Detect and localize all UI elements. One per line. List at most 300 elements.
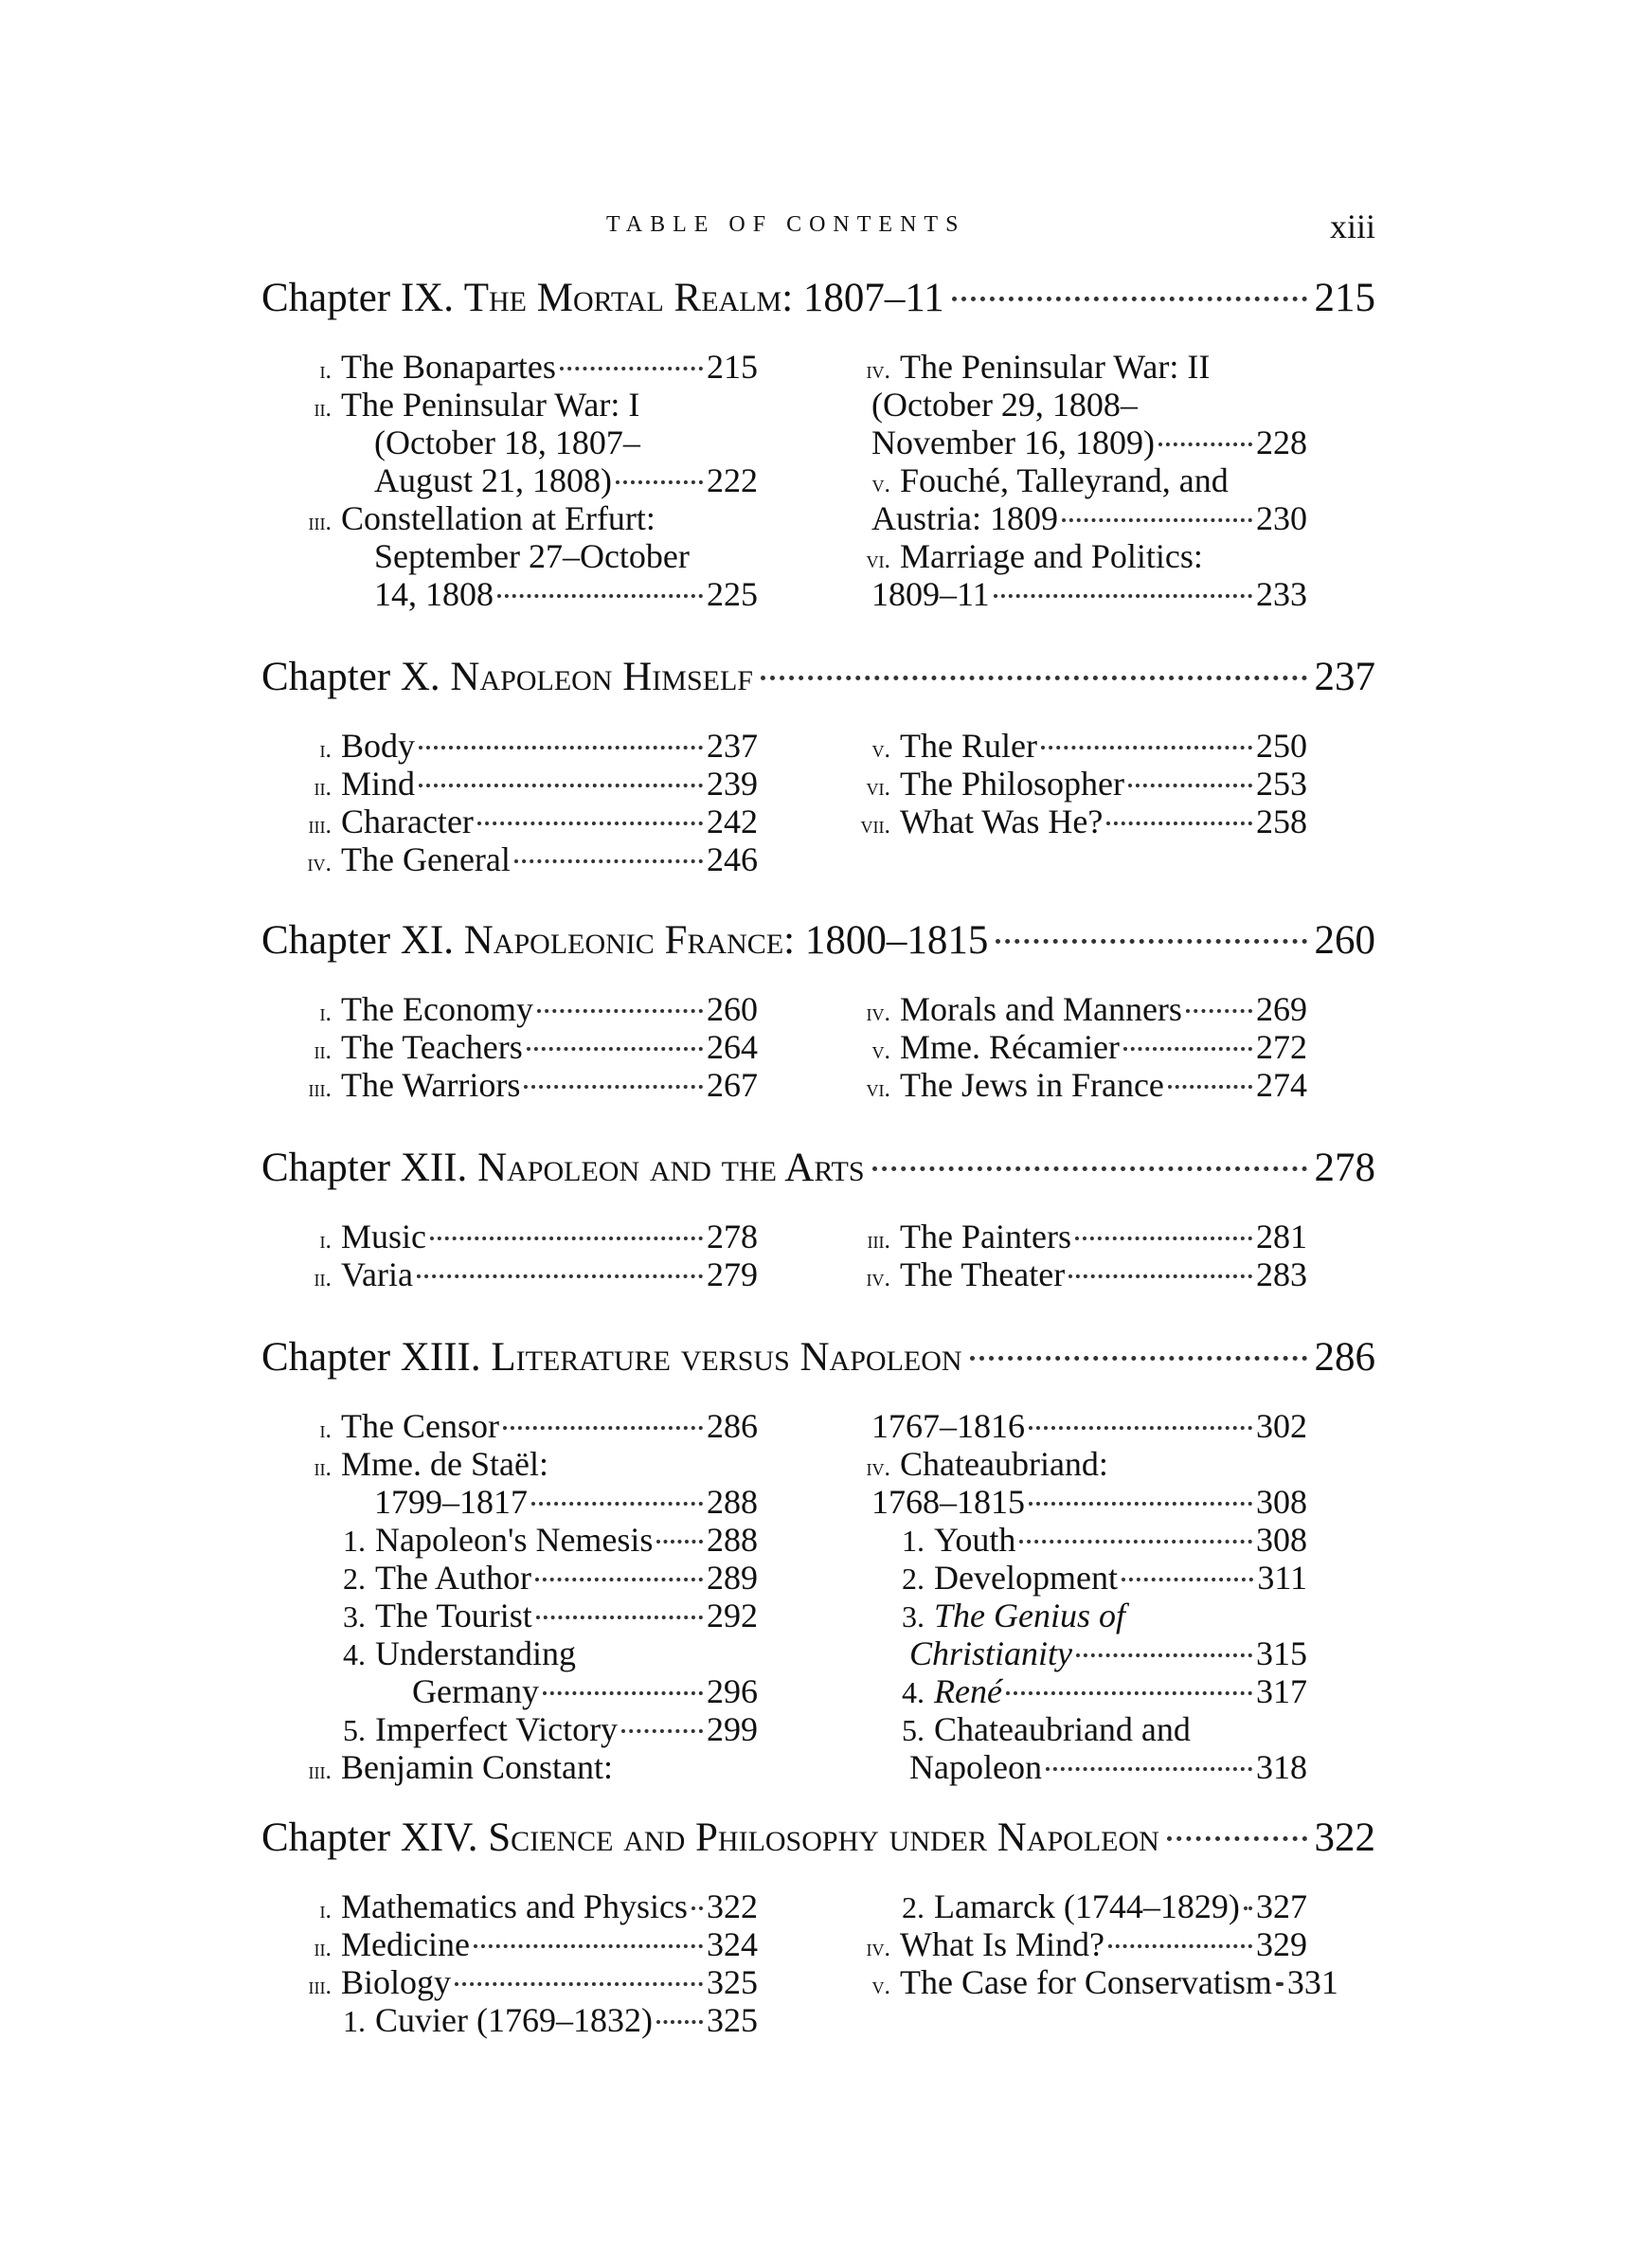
toc-entry — [834, 423, 1307, 460]
toc-entry — [834, 385, 1307, 423]
running-header — [0, 207, 1652, 250]
toc-entry — [834, 1671, 1307, 1709]
chapter-page: 322 — [1314, 1815, 1375, 1860]
dot-leader — [1108, 1944, 1252, 1948]
entry-title: The General — [341, 840, 511, 878]
entry-page: 331 — [1286, 1963, 1338, 2001]
toc-entry — [275, 536, 758, 574]
entry-page: 278 — [707, 1218, 758, 1255]
dot-leader — [761, 676, 1307, 680]
entry-page: 253 — [1256, 765, 1307, 803]
dot-leader — [1122, 1578, 1253, 1581]
dot-leader — [531, 1502, 703, 1506]
chapter-label: Chapter XI. — [261, 918, 464, 963]
dot-leader — [1029, 1502, 1252, 1506]
entry-title: The Tourist — [375, 1597, 532, 1634]
dot-leader — [1276, 1982, 1284, 1986]
entry-number: ii. — [314, 1264, 332, 1291]
entry-number: v. — [871, 470, 890, 497]
dot-leader — [1041, 746, 1252, 749]
dot-leader — [1128, 784, 1252, 787]
dot-leader — [994, 594, 1252, 598]
entry-title: Understanding — [375, 1634, 576, 1672]
entry-page: 239 — [707, 765, 758, 803]
toc-entry — [275, 2000, 758, 2038]
toc-entry — [275, 1027, 758, 1065]
entry-number: iv. — [866, 356, 890, 384]
entry-title: 1767–1816 — [871, 1407, 1025, 1445]
toc-entry — [834, 1747, 1307, 1785]
dot-leader — [537, 1009, 703, 1013]
entry-page: 329 — [1256, 1925, 1307, 1963]
chapter-title: Science and Philosophy under Napoleon — [488, 1815, 1159, 1860]
toc-entry — [834, 498, 1307, 536]
entry-title: Lamarck (1744–1829) — [934, 1887, 1240, 1925]
entry-title: September 27–October — [374, 537, 690, 575]
entry-page: 311 — [1257, 1559, 1307, 1597]
entry-title: Cuvier (1769–1832) — [375, 2001, 653, 2039]
toc-entry — [834, 1634, 1307, 1671]
dot-leader — [527, 1047, 703, 1051]
entry-title: The Economy — [341, 990, 533, 1028]
entry-number: 1. — [343, 1524, 366, 1558]
chapter-heading — [261, 1815, 1375, 1873]
toc-entry — [275, 385, 758, 423]
entry-page: 215 — [707, 348, 758, 386]
entry-title: August 21, 1808) — [374, 461, 612, 499]
entry-page: 230 — [1256, 499, 1307, 537]
dot-leader — [1029, 1426, 1252, 1430]
dot-leader — [1106, 822, 1252, 825]
toc-entry — [834, 1558, 1307, 1596]
section-columns — [261, 1406, 1375, 1785]
toc-entry — [275, 1709, 758, 1747]
entry-number: vii. — [860, 811, 890, 839]
chapter-label: Chapter X. — [261, 655, 451, 699]
chapter-block — [261, 1334, 1375, 1785]
toc-entry — [275, 1558, 758, 1596]
section-column-right — [834, 1406, 1307, 1785]
toc-entry — [275, 1217, 758, 1255]
entry-page: 299 — [707, 1710, 758, 1748]
entry-number: v. — [871, 735, 890, 763]
entry-page: 322 — [707, 1887, 758, 1925]
entry-title: The Author — [375, 1559, 531, 1597]
section-columns — [261, 1887, 1375, 2038]
toc-entry — [275, 1962, 758, 2000]
entry-title: The Warriors — [341, 1066, 521, 1104]
page-number: xiii — [1330, 208, 1376, 245]
entry-title: Constellation at Erfurt: — [341, 499, 655, 537]
section-column-left — [275, 726, 758, 877]
chapter-page: 278 — [1314, 1146, 1375, 1190]
chapter-heading — [261, 1145, 1375, 1203]
toc-entry — [275, 726, 758, 764]
entry-number: v. — [871, 1972, 890, 1999]
toc-entry — [275, 989, 758, 1027]
dot-leader — [503, 1426, 703, 1430]
entry-number: 1. — [902, 1524, 925, 1558]
running-title: TABLE OF CONTENTS — [606, 212, 966, 237]
dot-leader — [1062, 518, 1252, 522]
toc-entry — [834, 1065, 1307, 1103]
toc-entry — [275, 498, 758, 536]
entry-number: 3. — [343, 1599, 366, 1634]
entry-title: The Painters — [900, 1218, 1071, 1255]
entry-number: iii. — [308, 811, 332, 839]
chapter-heading — [261, 1334, 1375, 1393]
toc-entry — [834, 764, 1307, 802]
section-column-right — [834, 347, 1307, 612]
entry-title: The Bonapartes — [341, 348, 556, 386]
entry-page: 267 — [707, 1066, 758, 1104]
chapter-heading — [261, 917, 1375, 976]
chapter-block — [261, 275, 1375, 612]
dot-leader — [1006, 1691, 1252, 1695]
entry-title: Morals and Manners — [900, 990, 1182, 1028]
toc-entry — [275, 1747, 758, 1785]
toc-entry — [275, 460, 758, 498]
section-column-left — [275, 1217, 758, 1292]
toc-entry — [834, 1027, 1307, 1065]
toc-entry — [275, 423, 758, 460]
section-column-left — [275, 347, 758, 612]
toc-entry — [834, 1520, 1307, 1558]
chapter-dates: 1800–1815 — [795, 918, 989, 963]
dot-leader — [616, 480, 703, 484]
dot-leader — [455, 1982, 703, 1986]
dot-leader — [970, 1356, 1307, 1361]
chapter-page: 215 — [1314, 276, 1375, 320]
entry-title: Austria: 1809 — [871, 499, 1058, 537]
toc-entry — [834, 347, 1307, 385]
entry-number: 2. — [902, 1890, 925, 1924]
dot-leader — [1244, 1906, 1252, 1910]
entry-page: 274 — [1256, 1066, 1307, 1104]
entry-page: 318 — [1256, 1748, 1307, 1786]
entry-number: iii. — [308, 508, 332, 535]
entry-title: Mathematics and Physics — [341, 1887, 688, 1925]
toc-entry — [275, 1255, 758, 1292]
toc-entry — [275, 1887, 758, 1924]
entry-number: 1. — [343, 2004, 366, 2038]
entry-title: Napoleon — [909, 1748, 1042, 1786]
dot-leader — [543, 1691, 703, 1695]
toc-entry — [834, 1924, 1307, 1962]
entry-title: Marriage and Politics: — [900, 537, 1203, 575]
dot-leader — [952, 297, 1307, 301]
entry-number: iv. — [307, 849, 332, 876]
dot-leader — [1075, 1237, 1252, 1240]
dot-leader — [536, 1616, 703, 1619]
entry-title: The Genius of — [934, 1597, 1125, 1634]
chapter-block — [261, 1815, 1375, 2038]
dot-leader — [560, 367, 703, 370]
chapter-page: 237 — [1314, 655, 1375, 699]
entry-title: The Jews in France — [900, 1066, 1164, 1104]
chapter-label: Chapter IX. — [261, 276, 464, 320]
toc-entry — [275, 1634, 758, 1671]
toc-entry — [275, 764, 758, 802]
section-column-left — [275, 989, 758, 1103]
entry-number: ii. — [314, 773, 332, 801]
entry-page: 246 — [707, 840, 758, 878]
chapter-label: Chapter XII. — [261, 1146, 478, 1190]
entry-number: 4. — [343, 1637, 366, 1671]
entry-page: 286 — [707, 1407, 758, 1445]
entry-page: 325 — [707, 2001, 758, 2039]
section-columns — [261, 1217, 1375, 1292]
entry-number: 5. — [902, 1713, 925, 1747]
chapter-page: 260 — [1314, 918, 1375, 963]
toc-entry — [834, 536, 1307, 574]
chapter-page: 286 — [1314, 1335, 1375, 1380]
entry-page: 325 — [707, 1963, 758, 2001]
entry-title: The Peninsular War: II — [900, 348, 1211, 386]
entry-number: ii. — [314, 1454, 332, 1481]
dot-leader — [1019, 1540, 1252, 1544]
entry-title: Mind — [341, 765, 416, 803]
entry-title: Christianity — [909, 1634, 1073, 1672]
dot-leader — [1068, 1274, 1252, 1278]
entry-number: iii. — [867, 1226, 890, 1254]
entry-page: 308 — [1256, 1521, 1307, 1559]
entry-title: Napoleon's Nemesis — [375, 1521, 654, 1559]
entry-title: November 16, 1809) — [871, 424, 1155, 461]
toc-entry — [834, 1887, 1307, 1924]
entry-page: 269 — [1256, 990, 1307, 1028]
section-columns — [261, 726, 1375, 877]
entry-page: 315 — [1256, 1634, 1307, 1672]
toc-entry — [275, 1444, 758, 1482]
chapter-title: Napoleon and the Arts — [477, 1146, 865, 1190]
section-column-right — [834, 726, 1307, 840]
entry-page: 296 — [707, 1672, 758, 1710]
entry-title: Development — [934, 1559, 1118, 1597]
entry-page: 222 — [707, 461, 758, 499]
entry-page: 289 — [707, 1559, 758, 1597]
chapter-heading — [261, 654, 1375, 713]
entry-page: 302 — [1256, 1407, 1307, 1445]
dot-leader — [1167, 1836, 1307, 1841]
chapter-title: Napoleonic France: — [463, 918, 796, 963]
toc-entry — [834, 1482, 1307, 1520]
toc-entry — [275, 802, 758, 840]
entry-number: iv. — [866, 1264, 890, 1291]
entry-number: i. — [319, 1896, 332, 1923]
entry-number: 2. — [343, 1562, 366, 1596]
entry-number: i. — [319, 1226, 332, 1254]
entry-title: Imperfect Victory — [375, 1710, 619, 1748]
entry-number: ii. — [314, 1037, 332, 1064]
toc-entry — [275, 1065, 758, 1103]
chapter-block — [261, 1145, 1375, 1292]
toc-entry — [834, 1444, 1307, 1482]
entry-number: ii. — [314, 394, 332, 422]
toc-entry — [275, 1482, 758, 1520]
dot-leader — [1158, 442, 1252, 446]
entry-page: 233 — [1256, 575, 1307, 613]
entry-page: 292 — [707, 1597, 758, 1634]
chapter-dates: 1807–11 — [793, 276, 944, 320]
toc-entry — [275, 1671, 758, 1709]
section-column-right — [834, 1887, 1338, 2001]
entry-number: iv. — [866, 1934, 890, 1961]
dot-leader — [621, 1729, 703, 1733]
dot-leader — [497, 594, 703, 598]
entry-number: i. — [319, 1416, 332, 1443]
toc-entry — [834, 1596, 1307, 1634]
dot-leader — [1046, 1767, 1252, 1771]
dot-leader — [514, 859, 703, 863]
dot-leader — [430, 1237, 703, 1240]
entry-title: Chateaubriand: — [900, 1445, 1108, 1483]
dot-leader — [1186, 1009, 1252, 1013]
section-column-left — [275, 1406, 758, 1785]
entry-page: 237 — [707, 727, 758, 765]
entry-number: vi. — [866, 546, 890, 573]
entry-number: 5. — [343, 1713, 366, 1747]
dot-leader — [419, 784, 703, 787]
entry-number: 4. — [902, 1675, 925, 1709]
toc-entry — [275, 574, 758, 612]
dot-leader — [691, 1906, 703, 1910]
entry-title: Mme. Récamier — [900, 1028, 1120, 1066]
entry-number: iii. — [308, 1074, 332, 1102]
entry-title: Benjamin Constant: — [341, 1748, 613, 1786]
entry-page: 288 — [707, 1521, 758, 1559]
chapter-title: Napoleon Himself — [450, 655, 753, 699]
chapter-block — [261, 917, 1375, 1103]
section-columns — [261, 347, 1375, 612]
dot-leader — [1168, 1085, 1252, 1089]
entry-title: What Was He? — [900, 803, 1104, 840]
entry-number: v. — [871, 1037, 890, 1064]
entry-number: iv. — [866, 1454, 890, 1481]
toc-entry — [834, 726, 1307, 764]
entry-title: 1799–1817 — [374, 1483, 528, 1521]
entry-page: 260 — [707, 990, 758, 1028]
entry-title: Medicine — [341, 1925, 470, 1963]
toc-entry — [834, 1962, 1338, 2001]
toc-entry — [275, 347, 758, 385]
entry-page: 283 — [1256, 1255, 1307, 1293]
toc-entry — [275, 1406, 758, 1444]
entry-title: 1809–11 — [871, 575, 990, 613]
dot-leader — [1123, 1047, 1252, 1051]
section-column-right — [834, 1217, 1307, 1292]
entry-title: Mme. de Staël: — [341, 1445, 548, 1483]
entry-title: Chateaubriand and — [934, 1710, 1191, 1748]
chapter-heading — [261, 275, 1375, 334]
entry-title: 1768–1815 — [871, 1483, 1025, 1521]
dot-leader — [474, 1944, 703, 1948]
entry-title: The Theater — [900, 1255, 1066, 1293]
toc-entry — [834, 989, 1307, 1027]
entry-page: 258 — [1256, 803, 1307, 840]
entry-title: Body — [341, 727, 416, 765]
toc-entry — [275, 840, 758, 877]
toc-entry — [834, 1709, 1307, 1747]
toc-entry — [834, 1406, 1307, 1444]
toc-entry — [834, 802, 1307, 840]
entry-title: The Teachers — [341, 1028, 523, 1066]
toc-entry — [275, 1520, 758, 1558]
entry-title: The Philosopher — [900, 765, 1124, 803]
dot-leader — [417, 1274, 703, 1278]
entry-page: 324 — [707, 1925, 758, 1963]
chapter-title: The Mortal Realm: — [463, 276, 794, 320]
dot-leader — [535, 1578, 703, 1581]
entry-number: i. — [319, 999, 332, 1026]
entry-title: Music — [341, 1218, 426, 1255]
chapter-label: Chapter XIII. — [261, 1335, 492, 1380]
entry-number: 3. — [902, 1599, 925, 1634]
dot-leader — [996, 939, 1306, 944]
dot-leader — [477, 822, 703, 825]
entry-page: 272 — [1256, 1028, 1307, 1066]
entry-title: The Peninsular War: I — [341, 386, 640, 424]
toc-entry — [834, 574, 1307, 612]
entry-number: ii. — [314, 1934, 332, 1961]
entry-title: 14, 1808 — [374, 575, 494, 613]
entry-number: 2. — [902, 1562, 925, 1596]
entry-title: René — [934, 1672, 1002, 1710]
entry-number: vi. — [866, 773, 890, 801]
dot-leader — [1076, 1653, 1252, 1657]
entry-title: What Is Mind? — [900, 1925, 1104, 1963]
entry-page: 288 — [707, 1483, 758, 1521]
toc-entry — [275, 1596, 758, 1634]
entry-title: (October 18, 1807– — [374, 424, 640, 461]
entry-title: Varia — [341, 1255, 413, 1293]
entry-title: Character — [341, 803, 474, 840]
entry-number: i. — [319, 735, 332, 763]
entry-page: 279 — [707, 1255, 758, 1293]
chapter-block — [261, 654, 1375, 877]
dot-leader — [524, 1085, 703, 1089]
entry-page: 250 — [1256, 727, 1307, 765]
entry-page: 317 — [1256, 1672, 1307, 1710]
entry-page: 264 — [707, 1028, 758, 1066]
entry-title: The Ruler — [900, 727, 1037, 765]
entry-title: The Case for Conservatism — [900, 1963, 1272, 2001]
entry-page: 308 — [1256, 1483, 1307, 1521]
entry-title: The Censor — [341, 1407, 499, 1445]
toc-entry — [834, 1217, 1307, 1255]
dot-leader — [656, 2020, 703, 2024]
entry-page: 228 — [1256, 424, 1307, 461]
dot-leader — [656, 1540, 703, 1544]
entry-page: 242 — [707, 803, 758, 840]
entry-title: Youth — [934, 1521, 1016, 1559]
section-column-left — [275, 1887, 758, 2038]
entry-page: 327 — [1256, 1887, 1307, 1925]
entry-title: Biology — [341, 1963, 452, 2001]
toc-entry — [834, 1255, 1307, 1292]
entry-number: vi. — [866, 1074, 890, 1102]
dot-leader — [419, 746, 703, 749]
dot-leader — [872, 1166, 1307, 1171]
toc-entry — [275, 1924, 758, 1962]
entry-page: 281 — [1256, 1218, 1307, 1255]
chapter-title: Literature versus Napoleon — [491, 1335, 962, 1380]
entry-title: Germany — [412, 1672, 539, 1710]
entry-number: i. — [319, 356, 332, 384]
entry-title: Fouché, Talleyrand, and — [900, 461, 1229, 499]
section-column-right — [834, 989, 1307, 1103]
section-columns — [261, 989, 1375, 1103]
